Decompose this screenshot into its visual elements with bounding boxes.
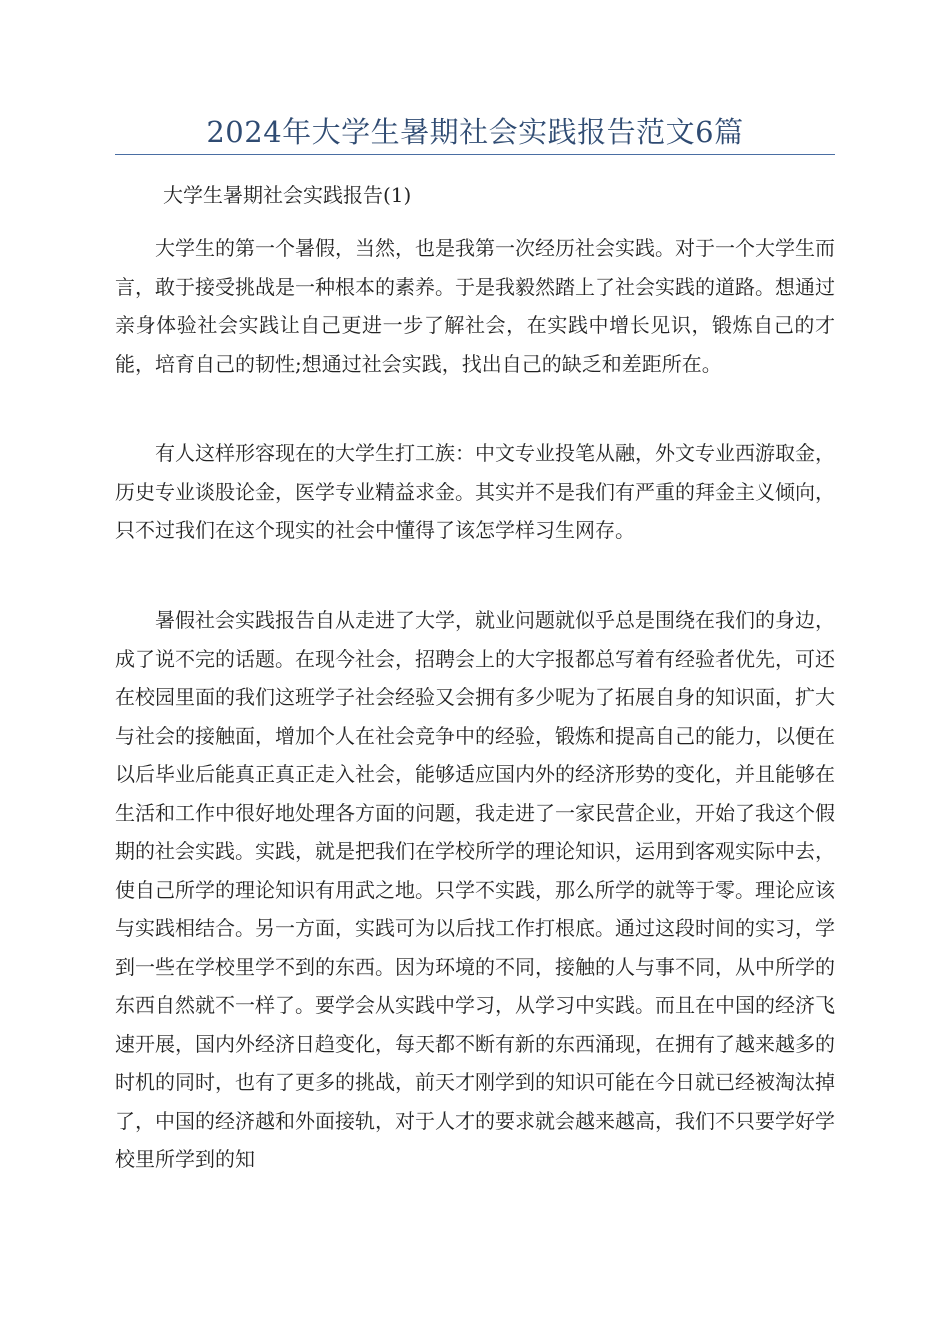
paragraph-1: 大学生的第一个暑假，当然，也是我第一次经历社会实践。对于一个大学生而言，敢于接受挑战是一种根本的素养。于是我毅然踏上了社会实践的道路。想通过亲身体验社会实践让自己更进一步了解社会，在实践中增长见识，锻炼自己的才能，培育自己的韧性;想通过社会实践，找出自己的缺乏和差距所在。 xyxy=(115,236,835,376)
title-underline xyxy=(115,154,835,155)
paragraph-2: 有人这样形容现在的大学生打工族：中文专业投笔从融，外文专业西游取金，历史专业谈股论金，医学专业精益求金。其实并不是我们有严重的拜金主义倾向，只不过我们在这个现实的社会中懂得了该怎学样习生网存。 xyxy=(115,441,835,542)
paragraph-3: 暑假社会实践报告自从走进了大学，就业问题就似乎总是围绕在我们的身边，成了说不完的话题。在现今社会，招聘会上的大字报都总写着有经验者优先，可还在校园里面的我们这班学子社会经验又会拥有多少呢为了拓展自身的知识面，扩大与社会的接触面，增加个人在社会竞争中的经验，锻炼和提高自己的能力，以便在以后毕业后能真正真正走入社会，能够适应国内外的经济形势的变化，并且能够在生活和工作中很好地处理各方面的问题，我走进了一家民营企业，开始了我这个假期的社会实践。实践，就是把我们在学校所学的理论知识，运用到客观实际中去，使自己所学的理论知识有用武之地。只学不实践，那么所学的就等于零。理论应该与实践相结合。另一方面，实践可为以后找工作打根底。通过这段时间的实习，学到一些在学校里学不到的东西。因为环境的不同，接触的人与事不同，从中所学的东西自然就不一样了。要学会从实践中学习，从学习中实践。而且在中国的经济飞速开展，国内外经济日趋变化，每天都不断有新的东西涌现，在拥有了越来越多的时机的同时，也有了更多的挑战，前天才刚学到的知识可能在今日就已经被淘汰掉了，中国的经济越和外面接轨，对于人才的要求就会越来越高，我们不只要学好学校里所学到的知 xyxy=(115,608,835,1171)
section-heading: 大学生暑期社会实践报告(1) xyxy=(163,183,412,207)
page-title: 2024年大学生暑期社会实践报告范文6篇 xyxy=(206,115,744,149)
